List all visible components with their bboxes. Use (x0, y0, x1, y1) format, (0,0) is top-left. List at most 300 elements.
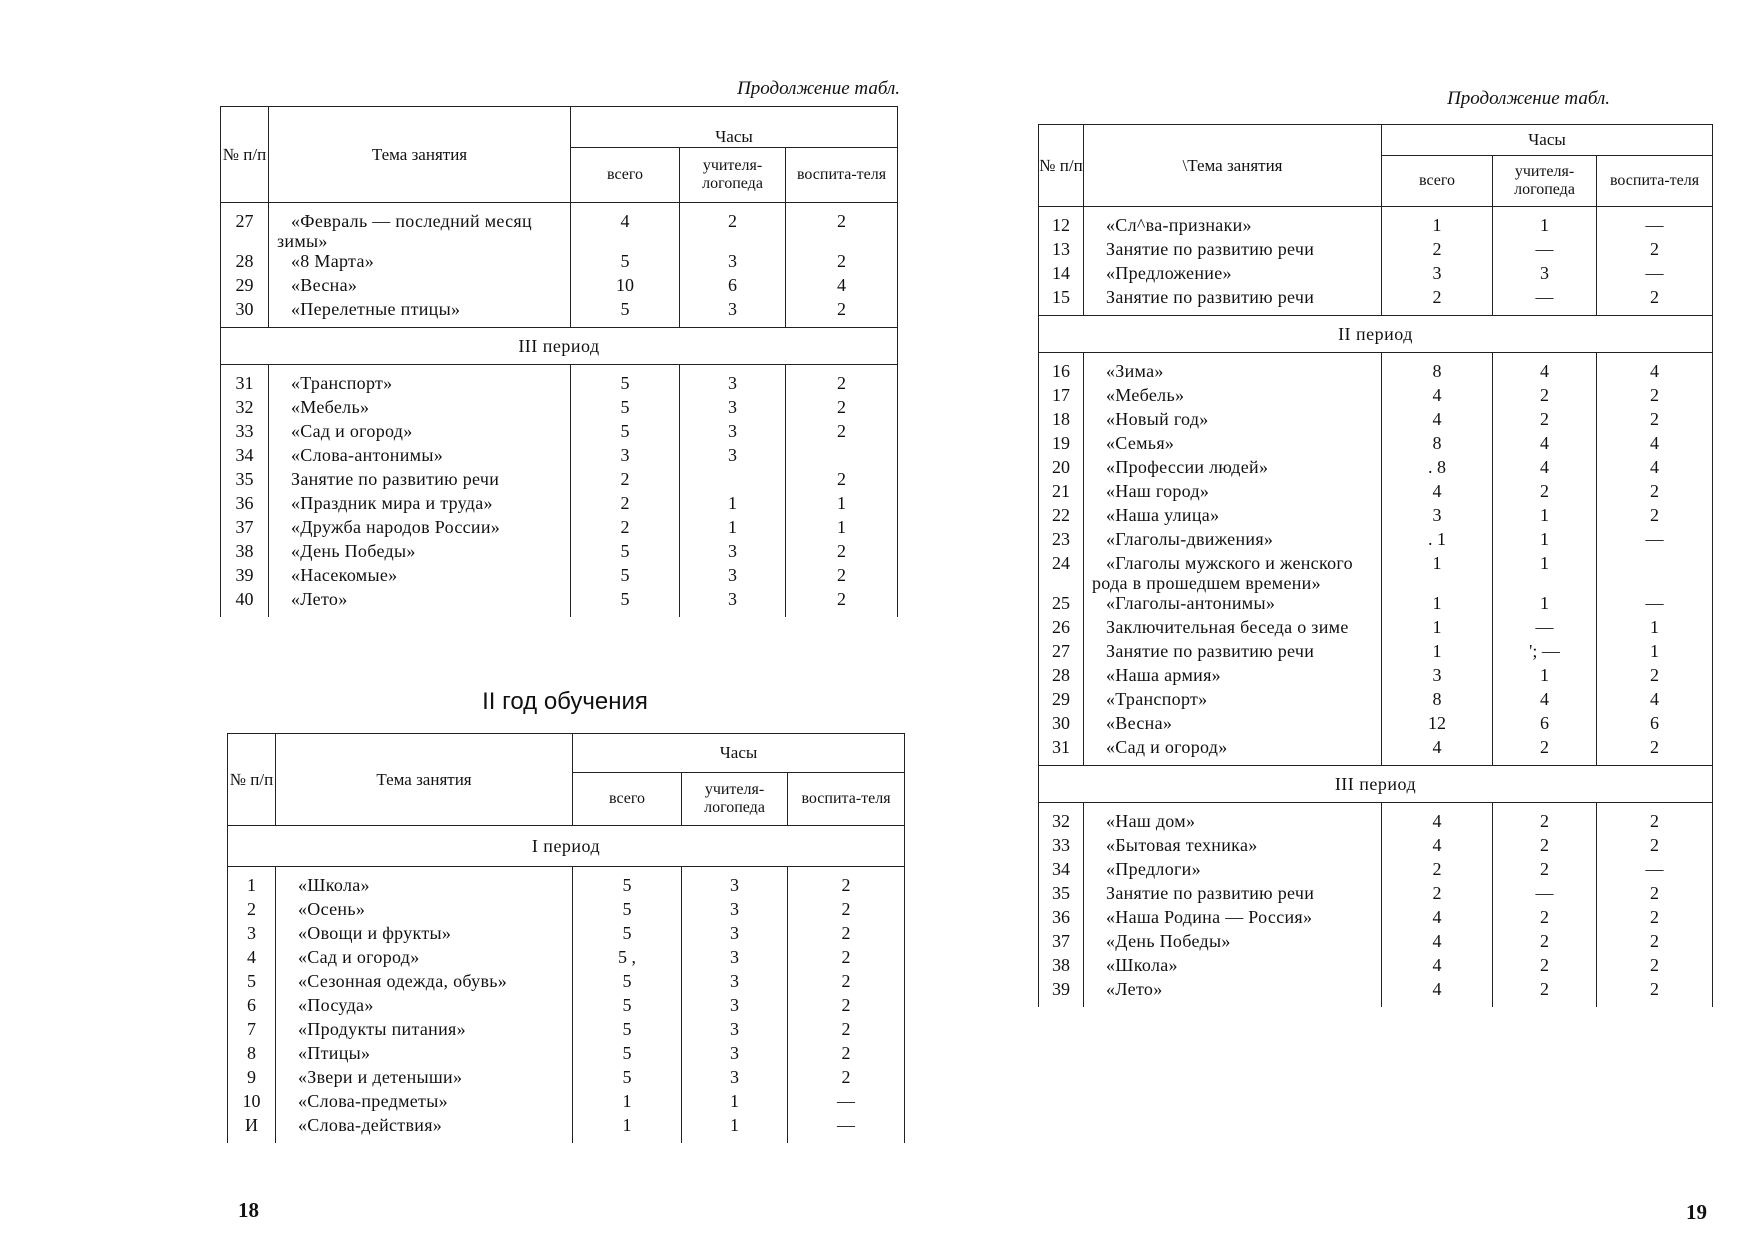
row-total: 2 (571, 517, 680, 541)
row-total: 3 (1382, 505, 1493, 529)
col-hours-header: Часы (571, 107, 898, 148)
row-num: 26 (1039, 617, 1084, 641)
row-logoped: 1 (1493, 207, 1597, 240)
row-num: 35 (221, 469, 269, 493)
row-educator: 2 (786, 469, 898, 493)
row-educator: 2 (1597, 931, 1713, 955)
row-educator: 2 (788, 923, 905, 947)
col-total-header: всего (573, 773, 682, 826)
table-row (221, 565, 898, 589)
row-logoped: 2 (1493, 931, 1597, 955)
row-logoped: 3 (680, 397, 786, 421)
row-educator: 2 (786, 589, 898, 617)
row-topic: «Наш дом» (1084, 803, 1382, 836)
row-total: 12 (1382, 713, 1493, 737)
row-educator: 4 (1597, 433, 1713, 457)
row-educator: — (1597, 529, 1713, 553)
row-total: 5 (573, 899, 682, 923)
row-educator: — (1597, 207, 1713, 240)
row-num: 12 (1039, 207, 1084, 240)
row-logoped: 1 (680, 517, 786, 541)
row-logoped: 3 (1493, 263, 1597, 287)
row-logoped: 3 (682, 995, 788, 1019)
row-num: 37 (1039, 931, 1084, 955)
row-total: 4 (1382, 409, 1493, 433)
table-row (1039, 955, 1713, 979)
row-topic: «Птицы» (276, 1043, 573, 1067)
row-num: 31 (1039, 737, 1084, 766)
col-educator-header: воспита-теля (1597, 156, 1713, 207)
row-topic: «Глаголы-движения» (1084, 529, 1382, 553)
row-topic: «Дружба народов России» (269, 517, 571, 541)
row-topic: «День Победы» (269, 541, 571, 565)
row-logoped: 3 (680, 445, 786, 469)
row-total: 5 (571, 421, 680, 445)
row-topic: «Сад и огород» (1084, 737, 1382, 766)
row-num: 36 (221, 493, 269, 517)
row-educator: 1 (786, 493, 898, 517)
row-topic: «Праздник мира и труда» (269, 493, 571, 517)
row-topic: «Слова-предметы» (276, 1091, 573, 1115)
right-page (880, 0, 1763, 1254)
row-topic: «Наш город» (1084, 481, 1382, 505)
row-total: . 1 (1382, 529, 1493, 553)
row-logoped: 3 (680, 589, 786, 617)
row-topic: «Зима» (1084, 353, 1382, 386)
row-topic: «Предложение» (1084, 263, 1382, 287)
row-topic: Занятие по развитию речи (1084, 883, 1382, 907)
row-logoped: 1 (682, 1091, 788, 1115)
table-row (1039, 385, 1713, 409)
row-logoped: — (1493, 287, 1597, 316)
row-topic: «День Победы» (1084, 931, 1382, 955)
row-topic: «Предлоги» (1084, 859, 1382, 883)
row-logoped: 3 (682, 947, 788, 971)
row-num: 33 (1039, 835, 1084, 859)
row-educator: 2 (788, 971, 905, 995)
row-total: 4 (1382, 385, 1493, 409)
row-total: 5 , (573, 947, 682, 971)
row-educator: 6 (1597, 713, 1713, 737)
continuation-label: Продолжение табл. (737, 78, 900, 99)
row-educator: 4 (1597, 457, 1713, 481)
row-total: 8 (1382, 353, 1493, 386)
row-logoped: 4 (1493, 689, 1597, 713)
table-row (221, 365, 898, 398)
row-num: 3 (228, 923, 276, 947)
row-logoped: 3 (682, 1019, 788, 1043)
row-topic: «Слова-действия» (276, 1115, 573, 1143)
row-educator: — (1597, 263, 1713, 287)
table-row (221, 517, 898, 541)
row-educator: 2 (1597, 979, 1713, 1007)
row-educator: 4 (1597, 353, 1713, 386)
table-row (1039, 641, 1713, 665)
row-topic: «Мебель» (1084, 385, 1382, 409)
row-num: 40 (221, 589, 269, 617)
row-topic: «Наша улица» (1084, 505, 1382, 529)
row-educator: 2 (788, 995, 905, 1019)
row-topic: «Весна» (1084, 713, 1382, 737)
col-logoped-header: учителя-логопеда (1493, 156, 1597, 207)
row-num: 35 (1039, 883, 1084, 907)
row-logoped: 2 (1493, 859, 1597, 883)
table-row (228, 1091, 905, 1115)
table-row (1039, 433, 1713, 457)
col-educator-header: воспита-теля (786, 148, 898, 203)
col-num-header: № п/п (221, 107, 269, 203)
row-educator: 2 (1597, 665, 1713, 689)
row-educator: 2 (1597, 737, 1713, 766)
table-row (1039, 529, 1713, 553)
row-topic: «Перелетные птицы» (269, 299, 571, 328)
row-total: 4 (1382, 955, 1493, 979)
table-row (1039, 207, 1713, 240)
row-educator: 4 (786, 275, 898, 299)
row-educator: 2 (786, 365, 898, 398)
row-num: И (228, 1115, 276, 1143)
row-num: 20 (1039, 457, 1084, 481)
period-heading: I период (228, 826, 905, 867)
row-total: 5 (573, 1067, 682, 1091)
row-total: 1 (1382, 617, 1493, 641)
row-total: 4 (1382, 931, 1493, 955)
row-topic: «Транспорт» (269, 365, 571, 398)
row-educator: 2 (786, 421, 898, 445)
row-total: 8 (1382, 433, 1493, 457)
row-num: 36 (1039, 907, 1084, 931)
row-educator: 2 (786, 397, 898, 421)
row-num: 8 (228, 1043, 276, 1067)
row-logoped: 2 (1493, 955, 1597, 979)
row-num: 14 (1039, 263, 1084, 287)
table-row (228, 1043, 905, 1067)
row-logoped: 3 (680, 421, 786, 445)
table-row (1039, 481, 1713, 505)
row-logoped: 1 (1493, 665, 1597, 689)
row-num: 29 (1039, 689, 1084, 713)
row-num: 38 (221, 541, 269, 565)
row-educator: 2 (788, 1067, 905, 1091)
row-educator: 2 (1597, 803, 1713, 836)
table-row (1039, 353, 1713, 386)
row-total: 8 (1382, 689, 1493, 713)
row-topic: «Насекомые» (269, 565, 571, 589)
table-row (228, 923, 905, 947)
table-row (1039, 737, 1713, 766)
col-hours-header: Часы (1382, 125, 1713, 156)
table-row (1039, 803, 1713, 836)
row-logoped: 2 (1493, 979, 1597, 1007)
row-total: 4 (1382, 737, 1493, 766)
row-educator: 2 (1597, 409, 1713, 433)
row-num: 9 (228, 1067, 276, 1091)
period-heading: II период (1039, 316, 1713, 353)
year-title: II год обучения (482, 688, 648, 715)
row-educator: 2 (1597, 481, 1713, 505)
row-num: 30 (1039, 713, 1084, 737)
row-logoped: 1 (1493, 505, 1597, 529)
row-num: 29 (221, 275, 269, 299)
row-num: 30 (221, 299, 269, 328)
row-topic: «Транспорт» (1084, 689, 1382, 713)
row-total: 4 (1382, 835, 1493, 859)
row-educator: 2 (786, 203, 898, 252)
row-total: 2 (1382, 287, 1493, 316)
row-topic: «Овощи и фрукты» (276, 923, 573, 947)
row-total: 5 (573, 971, 682, 995)
col-total-header: всего (1382, 156, 1493, 207)
row-total: . 8 (1382, 457, 1493, 481)
row-educator: 2 (788, 1019, 905, 1043)
row-topic: «Февраль — последний месяц зимы» (269, 203, 571, 252)
row-total: 2 (571, 493, 680, 517)
table-row (221, 445, 898, 469)
row-total: 4 (1382, 907, 1493, 931)
row-logoped: 2 (1493, 803, 1597, 836)
row-logoped: 1 (682, 1115, 788, 1143)
table-row (1039, 835, 1713, 859)
row-logoped: 3 (680, 299, 786, 328)
row-educator: 2 (788, 1043, 905, 1067)
row-educator: 1 (1597, 617, 1713, 641)
table-row (1039, 907, 1713, 931)
table-row (1039, 553, 1713, 593)
row-logoped: 3 (680, 565, 786, 589)
table-year2 (227, 733, 905, 1143)
row-total: 5 (571, 397, 680, 421)
row-total: 5 (573, 1019, 682, 1043)
row-topic: «Сезонная одежда, обувь» (276, 971, 573, 995)
row-educator: — (1597, 859, 1713, 883)
row-total: 2 (1382, 239, 1493, 263)
row-num: 34 (1039, 859, 1084, 883)
row-logoped: 3 (682, 1067, 788, 1091)
row-topic: «Сад и огород» (269, 421, 571, 445)
row-num: 1 (228, 867, 276, 900)
page-number: 19 (1686, 1200, 1707, 1224)
table-row (228, 995, 905, 1019)
row-total: 5 (573, 1043, 682, 1067)
row-educator: 2 (1597, 883, 1713, 907)
row-logoped: 1 (1493, 553, 1597, 593)
row-logoped: — (1493, 239, 1597, 263)
row-num: 17 (1039, 385, 1084, 409)
table-row (221, 251, 898, 275)
row-logoped: 4 (1493, 353, 1597, 386)
row-num: 19 (1039, 433, 1084, 457)
row-num: 39 (221, 565, 269, 589)
row-num: 25 (1039, 593, 1084, 617)
row-logoped: 2 (1493, 737, 1597, 766)
table-row (228, 947, 905, 971)
row-total: 5 (571, 251, 680, 275)
col-logoped-header: учителя-логопеда (680, 148, 786, 203)
table-row (1039, 457, 1713, 481)
row-topic: «Звери и детеныши» (276, 1067, 573, 1091)
row-num: 27 (1039, 641, 1084, 665)
row-topic: «Осень» (276, 899, 573, 923)
row-total: 1 (1382, 207, 1493, 240)
row-topic: «Лето» (269, 589, 571, 617)
row-logoped: 2 (1493, 385, 1597, 409)
row-topic: «Бытовая техника» (1084, 835, 1382, 859)
row-topic: Занятие по развитию речи (1084, 287, 1382, 316)
table-row (221, 421, 898, 445)
col-topic-header: Тема занятия (269, 107, 571, 203)
row-topic: «Школа» (1084, 955, 1382, 979)
row-educator: 2 (1597, 835, 1713, 859)
row-topic: «Сад и огород» (276, 947, 573, 971)
col-num-header: № п/п (1039, 125, 1084, 207)
row-total: 10 (571, 275, 680, 299)
row-num: 39 (1039, 979, 1084, 1007)
row-logoped: 2 (1493, 409, 1597, 433)
row-topic: Занятие по развитию речи (1084, 239, 1382, 263)
table-year2-continued (1038, 124, 1713, 1007)
table-row (1039, 859, 1713, 883)
table-row (228, 1067, 905, 1091)
row-logoped: 2 (1493, 481, 1597, 505)
row-educator: — (788, 1091, 905, 1115)
row-num: 7 (228, 1019, 276, 1043)
row-logoped: — (1493, 617, 1597, 641)
row-total: 1 (573, 1091, 682, 1115)
row-educator: 2 (786, 299, 898, 328)
table-row (1039, 979, 1713, 1007)
row-total: 5 (571, 299, 680, 328)
row-topic: «Продукты питания» (276, 1019, 573, 1043)
row-logoped: 3 (682, 867, 788, 900)
row-topic: «Посуда» (276, 995, 573, 1019)
row-educator: 1 (786, 517, 898, 541)
row-num: 23 (1039, 529, 1084, 553)
row-num: 4 (228, 947, 276, 971)
row-logoped: 1 (1493, 593, 1597, 617)
row-num: 28 (221, 251, 269, 275)
row-total: 3 (1382, 665, 1493, 689)
table-row (228, 899, 905, 923)
row-num: 32 (1039, 803, 1084, 836)
row-total: 3 (571, 445, 680, 469)
row-num: 33 (221, 421, 269, 445)
table-row (1039, 665, 1713, 689)
row-educator: 2 (1597, 287, 1713, 316)
table-row (1039, 263, 1713, 287)
row-educator: — (788, 1115, 905, 1143)
row-num: 22 (1039, 505, 1084, 529)
table-row (221, 299, 898, 328)
row-logoped: 3 (682, 1043, 788, 1067)
row-num: 16 (1039, 353, 1084, 386)
row-topic: Занятие по развитию речи (1084, 641, 1382, 665)
row-num: 13 (1039, 239, 1084, 263)
row-topic: «Весна» (269, 275, 571, 299)
row-topic: «Наша армия» (1084, 665, 1382, 689)
row-total: 4 (1382, 481, 1493, 505)
row-logoped: 3 (682, 899, 788, 923)
row-num: 6 (228, 995, 276, 1019)
row-educator: 2 (788, 947, 905, 971)
row-logoped: — (1493, 883, 1597, 907)
row-total: 1 (1382, 593, 1493, 617)
row-educator: 2 (1597, 907, 1713, 931)
table-row (221, 397, 898, 421)
col-educator-header: воспита-теля (788, 773, 905, 826)
row-logoped: 3 (680, 541, 786, 565)
row-topic: Занятие по развитию речи (269, 469, 571, 493)
row-topic: Заключительная беседа о зиме (1084, 617, 1382, 641)
row-total: 5 (573, 923, 682, 947)
table-row (221, 589, 898, 617)
row-num: 37 (221, 517, 269, 541)
row-educator: 2 (786, 565, 898, 589)
col-total-header: всего (571, 148, 680, 203)
table-row (221, 541, 898, 565)
table-row (1039, 239, 1713, 263)
row-topic: «Новый год» (1084, 409, 1382, 433)
table-row (1039, 287, 1713, 316)
row-total: 4 (1382, 803, 1493, 836)
table-row (1039, 883, 1713, 907)
row-logoped: 4 (1493, 433, 1597, 457)
row-topic: «Школа» (276, 867, 573, 900)
row-logoped: 3 (680, 365, 786, 398)
table-row (221, 469, 898, 493)
period-heading: III период (1039, 766, 1713, 803)
row-num: 27 (221, 203, 269, 252)
row-num: 24 (1039, 553, 1084, 593)
row-topic: «Лето» (1084, 979, 1382, 1007)
row-educator: 2 (1597, 385, 1713, 409)
row-topic: «Сл^ва-признаки» (1084, 207, 1382, 240)
table-row (228, 1019, 905, 1043)
row-num: 15 (1039, 287, 1084, 316)
row-logoped: 2 (1493, 907, 1597, 931)
table-row (221, 203, 898, 252)
period-heading: III период (221, 328, 898, 365)
row-total: 4 (571, 203, 680, 252)
row-topic: «Глаголы мужского и женского рода в прошедшем времени» (1084, 553, 1382, 593)
table-row (1039, 409, 1713, 433)
row-total: 2 (571, 469, 680, 493)
row-logoped (680, 469, 786, 493)
row-educator: 2 (1597, 955, 1713, 979)
table-row (228, 1115, 905, 1143)
row-topic: «Наша Родина — Россия» (1084, 907, 1382, 931)
row-total: 1 (573, 1115, 682, 1143)
table-row (228, 971, 905, 995)
continuation-label: Продолжение табл. (1447, 88, 1610, 109)
row-total: 1 (1382, 553, 1493, 593)
row-topic: «8 Марта» (269, 251, 571, 275)
row-logoped: '; — (1493, 641, 1597, 665)
row-num: 5 (228, 971, 276, 995)
row-logoped: 1 (680, 493, 786, 517)
row-logoped: 3 (682, 971, 788, 995)
col-hours-header: Часы (573, 734, 905, 773)
row-educator: 2 (1597, 505, 1713, 529)
col-logoped-header: учителя-логопеда (682, 773, 788, 826)
row-total: 5 (573, 995, 682, 1019)
table-row (1039, 617, 1713, 641)
row-total: 5 (571, 589, 680, 617)
table-row (1039, 593, 1713, 617)
table-row (1039, 689, 1713, 713)
row-num: 10 (228, 1091, 276, 1115)
row-educator: 1 (1597, 641, 1713, 665)
row-num: 31 (221, 365, 269, 398)
